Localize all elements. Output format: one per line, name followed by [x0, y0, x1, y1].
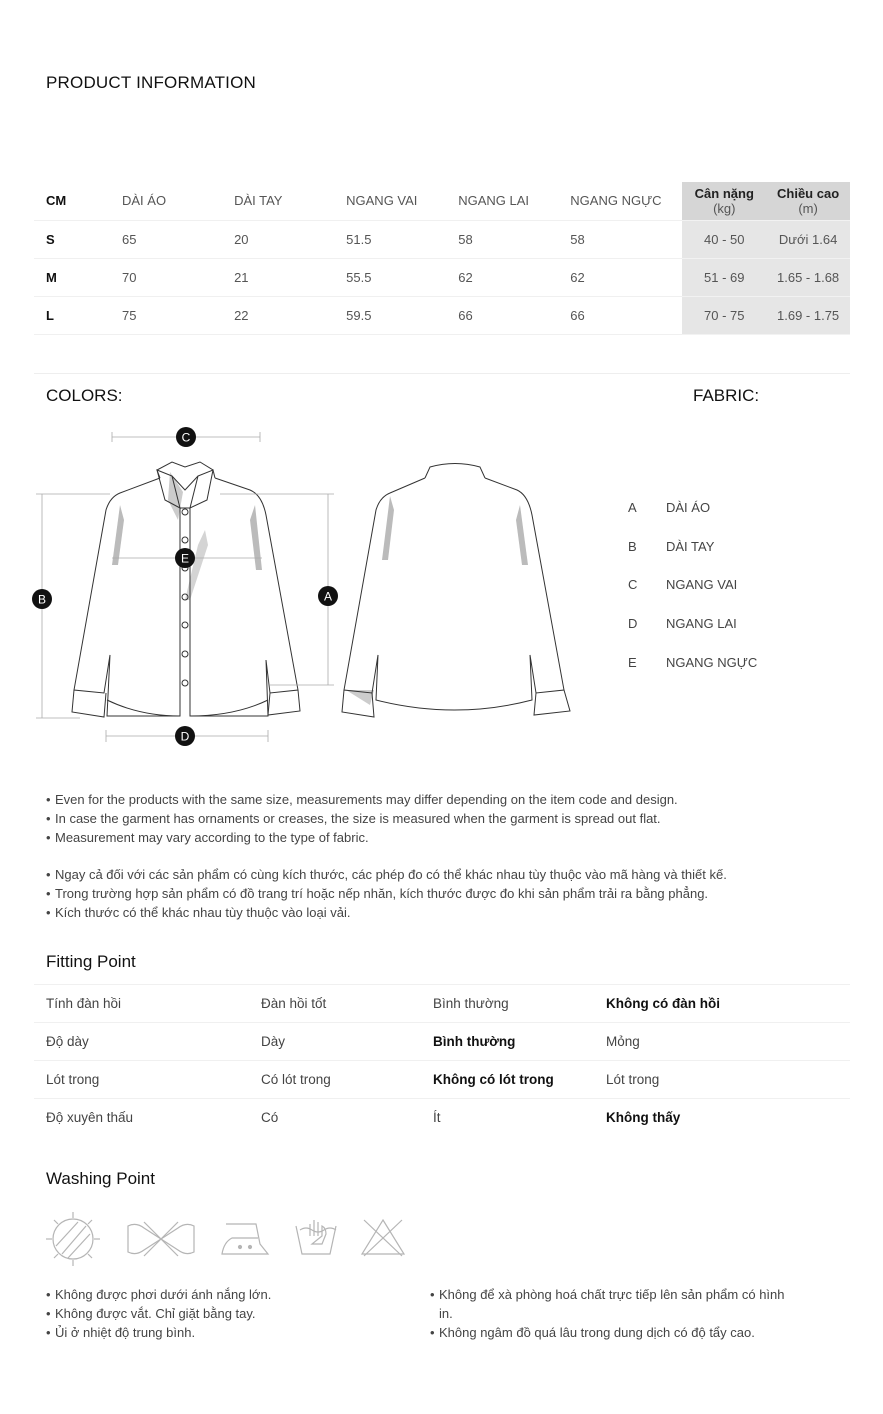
table-row	[34, 258, 850, 296]
marker-c	[176, 427, 196, 447]
table-cell: 22	[234, 296, 346, 334]
table-row	[34, 985, 850, 1023]
marker-a	[318, 586, 338, 606]
legend-key: E	[628, 655, 637, 670]
table-row	[34, 296, 850, 334]
fit-attribute: Tính đàn hồi	[34, 985, 261, 1023]
table-cell: 55.5	[346, 258, 458, 296]
marker-b	[32, 589, 52, 609]
table-cell: 70	[122, 258, 234, 296]
header-cell: NGANG VAI	[346, 182, 458, 220]
page-title: PRODUCT INFORMATION	[46, 73, 256, 92]
header-cell: NGANG NGỰC	[570, 182, 682, 220]
note-item: • Không được phơi dưới ánh nắng lớn.	[46, 1285, 406, 1304]
legend-key: C	[628, 577, 638, 592]
no-sun-dry-icon	[44, 1208, 102, 1268]
legend-label: DÀI ÁO	[666, 500, 711, 515]
note-item: • Không được vắt. Chỉ giặt bằng tay.	[46, 1304, 406, 1323]
shirt-diagram	[0, 415, 600, 760]
fitting-title: Fitting Point	[46, 952, 136, 971]
fabric-label: FABRIC:	[693, 386, 760, 405]
table-cell: 21	[234, 258, 346, 296]
note-item: • Trong trường hợp sản phẩm có đồ trang trí hoặc nếp nhăn, kích thước được đo khi sản phẩm trải ra bằng phẳng.	[46, 884, 727, 903]
fit-option-selected: Bình thường	[433, 1023, 606, 1061]
fit-option-selected: Không có đàn hồi	[606, 985, 850, 1023]
legend-label: DÀI TAY	[666, 539, 715, 554]
legend-key: D	[628, 616, 638, 631]
fit-option: Bình thường	[433, 985, 606, 1023]
iron-medium-icon	[220, 1216, 270, 1258]
hand-wash-icon	[294, 1214, 338, 1258]
legend-item	[628, 655, 757, 670]
note-item: • Measurement may vary according to the type of fabric.	[46, 828, 678, 847]
fit-option-selected: Không có lót trong	[433, 1061, 606, 1099]
weight-cell: 70 - 75	[682, 296, 766, 334]
size-table-header	[34, 182, 850, 220]
notes-en	[46, 790, 678, 847]
legend-key: A	[628, 500, 637, 515]
size-label: M	[34, 258, 122, 296]
shirt-front-illustration	[72, 462, 300, 717]
height-cell: 1.65 - 1.68	[766, 258, 850, 296]
table-cell: 62	[570, 258, 682, 296]
marker-e	[175, 548, 195, 568]
table-cell: 66	[570, 296, 682, 334]
header-cell: CM	[34, 182, 122, 220]
height-header	[766, 182, 850, 220]
note-item: • Kích thước có thể khác nhau tùy thuộc vào loại vải.	[46, 903, 727, 922]
note-item: • Không ngâm đồ quá lâu trong dung dịch có độ tẩy cao.	[430, 1323, 790, 1342]
table-cell: 58	[570, 220, 682, 258]
fit-option: Ít	[433, 1099, 606, 1137]
fit-option-selected: Không thấy	[606, 1099, 850, 1137]
table-cell: 20	[234, 220, 346, 258]
fit-attribute: Lót trong	[34, 1061, 261, 1099]
table-row	[34, 1099, 850, 1137]
shirt-back-illustration	[342, 464, 570, 718]
legend-label: NGANG NGỰC	[666, 655, 758, 670]
legend-key: B	[628, 539, 637, 554]
table-row	[34, 220, 850, 258]
note-item: • Không để xà phòng hoá chất trực tiếp lên sản phẩm có hình in.	[430, 1285, 790, 1323]
washing-title: Washing Point	[46, 1169, 155, 1188]
fit-attribute: Độ xuyên thấu	[34, 1099, 261, 1137]
height-header-label: Chiều cao	[777, 185, 840, 201]
marker-a-label: A	[323, 589, 333, 604]
legend-label: NGANG VAI	[666, 577, 738, 592]
size-table	[34, 182, 850, 335]
weight-cell: 51 - 69	[682, 258, 766, 296]
weight-header	[682, 182, 766, 220]
colors-label: COLORS:	[46, 386, 123, 405]
no-bleach-icon	[360, 1216, 406, 1258]
height-cell: Dưới 1.64	[766, 220, 850, 258]
legend-item	[628, 539, 714, 554]
weight-cell: 40 - 50	[682, 220, 766, 258]
weight-header-label: Cân nặng	[694, 185, 754, 201]
table-cell: 51.5	[346, 220, 458, 258]
marker-e-label: E	[180, 551, 190, 566]
table-cell: 65	[122, 220, 234, 258]
size-label: S	[34, 220, 122, 258]
table-cell: 58	[458, 220, 570, 258]
weight-header-unit: (kg)	[713, 200, 736, 216]
note-item: • Ủi ở nhiệt độ trung bình.	[46, 1323, 406, 1342]
marker-c-label: C	[181, 430, 191, 445]
table-cell: 59.5	[346, 296, 458, 334]
note-item: • In case the garment has ornaments or creases, the size is measured when the garment is spread out flat.	[46, 809, 678, 828]
fit-attribute: Độ dày	[34, 1023, 261, 1061]
marker-b-label: B	[37, 592, 47, 607]
fit-option: Lót trong	[606, 1061, 850, 1099]
height-header-unit: (m)	[798, 200, 818, 216]
table-cell: 66	[458, 296, 570, 334]
header-cell: NGANG LAI	[458, 182, 570, 220]
fit-option: Đàn hồi tốt	[261, 985, 433, 1023]
legend-label: NGANG LAI	[666, 616, 737, 631]
fit-option: Mỏng	[606, 1023, 850, 1061]
marker-d	[175, 726, 195, 746]
notes-vi	[46, 865, 727, 922]
fit-option: Có lót trong	[261, 1061, 433, 1099]
marker-d-label: D	[180, 729, 190, 744]
no-wring-icon	[126, 1220, 196, 1258]
header-cell: DÀI TAY	[234, 182, 346, 220]
table-cell: 62	[458, 258, 570, 296]
table-row	[34, 1023, 850, 1061]
height-cell: 1.69 - 1.75	[766, 296, 850, 334]
legend-item	[628, 500, 710, 515]
fitting-table	[34, 984, 850, 1137]
table-cell: 75	[122, 296, 234, 334]
fit-option: Dày	[261, 1023, 433, 1061]
measurement-lines	[36, 432, 334, 742]
header-cell: DÀI ÁO	[122, 182, 234, 220]
note-item: • Ngay cả đối với các sản phẩm có cùng kích thước, các phép đo có thể khác nhau tùy thuộc vào mã hàng và thiết kế.	[46, 865, 727, 884]
washing-notes-left	[46, 1285, 406, 1342]
divider	[34, 373, 850, 374]
note-item: • Even for the products with the same size, measurements may differ depending on the item code and design.	[46, 790, 678, 809]
table-row	[34, 1061, 850, 1099]
legend-item	[628, 616, 737, 631]
size-label: L	[34, 296, 122, 334]
fit-option: Có	[261, 1099, 433, 1137]
washing-notes-right	[430, 1285, 790, 1342]
legend-item	[628, 577, 737, 592]
